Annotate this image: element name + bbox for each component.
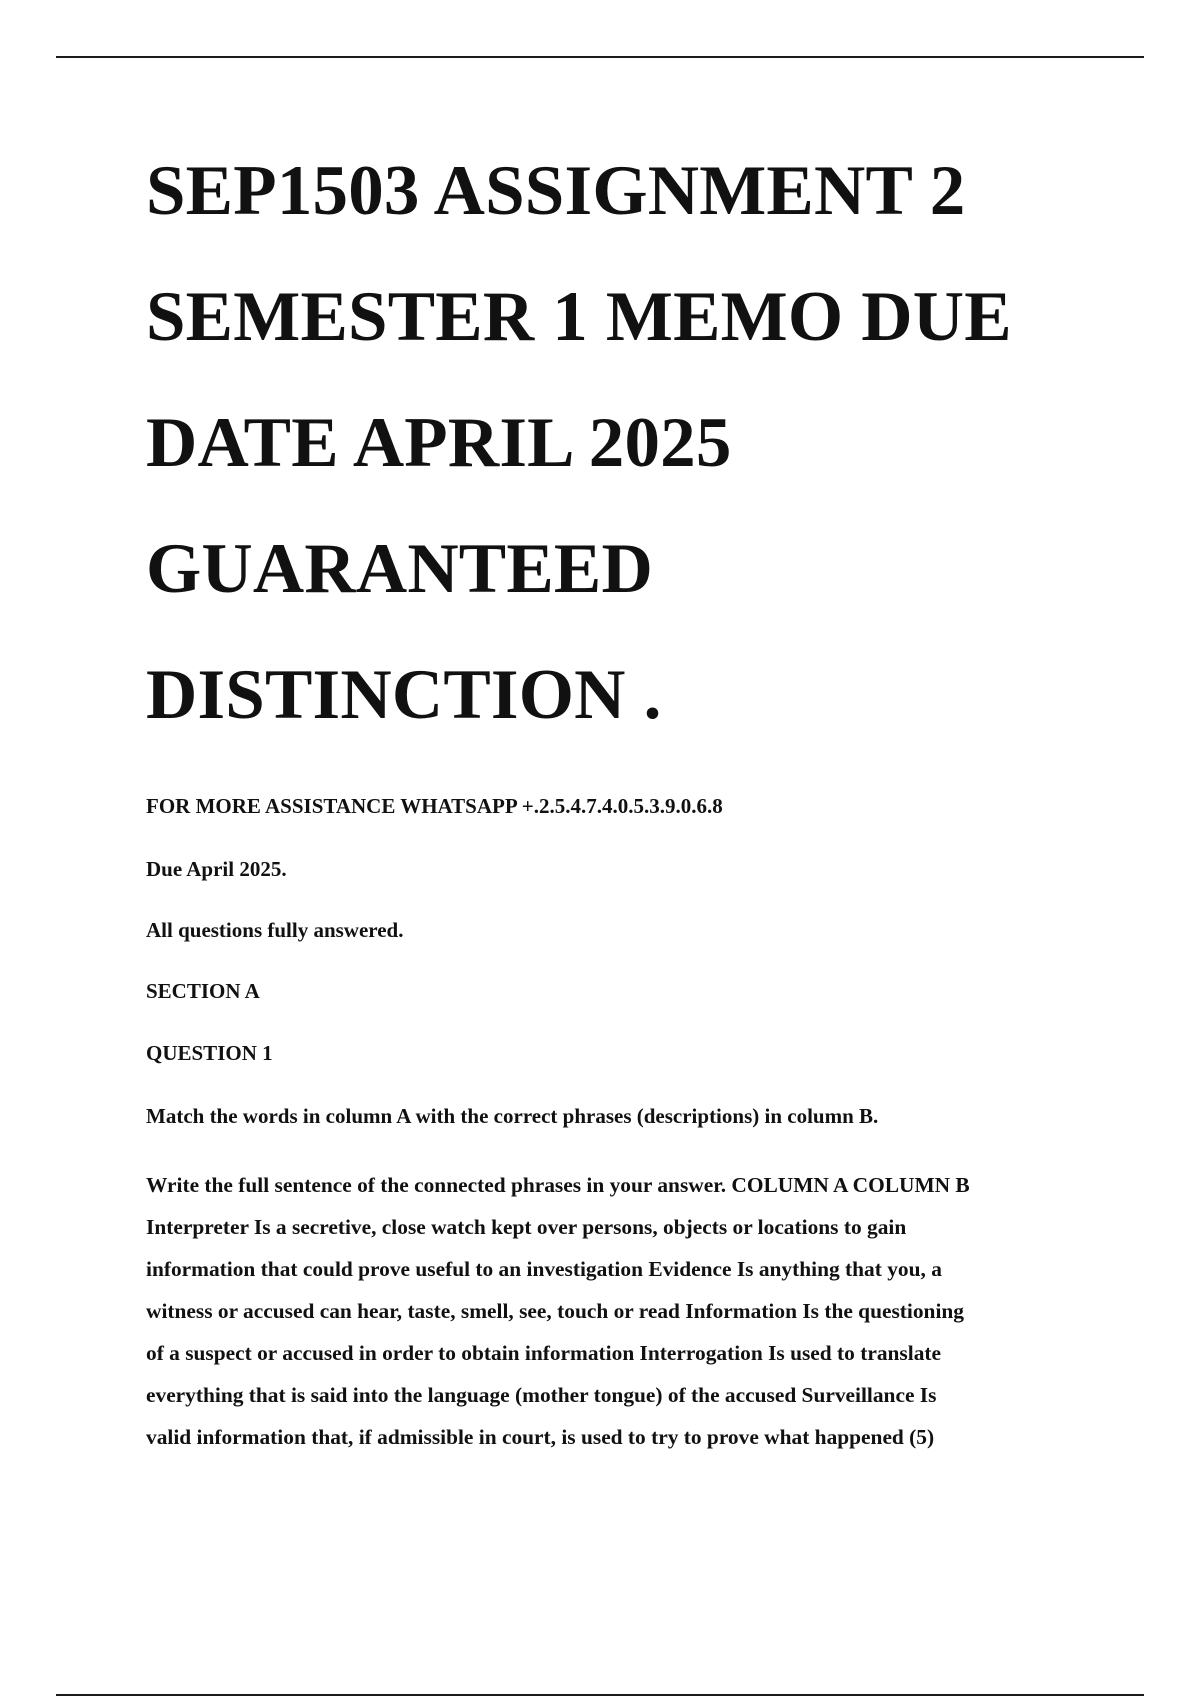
assistance-contact: FOR MORE ASSISTANCE WHATSAPP +.2.5.4.7.4.0.5.3.9.0.6.8 xyxy=(146,794,723,818)
due-date: Due April 2025. xyxy=(146,857,287,881)
question-body-line: witness or accused can hear, taste, smell, see, touch or read Information Is the questioning xyxy=(146,1299,964,1323)
question-body-line: Interpreter Is a secretive, close watch kept over persons, objects or locations to gain xyxy=(146,1215,907,1239)
document-title xyxy=(146,128,1106,758)
question-body-line: Write the full sentence of the connected phrases in your answer. COLUMN A COLUMN B xyxy=(146,1173,970,1197)
question-heading: QUESTION 1 xyxy=(146,1041,273,1065)
title-line: SEMESTER 1 MEMO DUE xyxy=(146,278,1012,356)
answered-note: All questions fully answered. xyxy=(146,918,404,942)
question-body-line: information that could prove useful to an investigation Evidence Is anything that you, a xyxy=(146,1257,942,1281)
question-body-line: valid information that, if admissible in court, is used to try to prove what happened (5) xyxy=(146,1425,935,1449)
question-body-line: everything that is said into the language (mother tongue) of the accused Surveillance Is xyxy=(146,1383,937,1407)
question-instruction: Match the words in column A with the correct phrases (descriptions) in column B. xyxy=(146,1104,879,1128)
title-line: DISTINCTION . xyxy=(146,656,662,734)
section-heading: SECTION A xyxy=(146,979,260,1003)
title-line: DATE APRIL 2025 xyxy=(146,404,732,482)
question-body xyxy=(146,1164,1091,1458)
title-line: GUARANTEED xyxy=(146,530,653,608)
top-rule xyxy=(56,56,1144,58)
question-body-line: of a suspect or accused in order to obtain information Interrogation Is used to translate xyxy=(146,1341,942,1365)
title-line: SEP1503 ASSIGNMENT 2 xyxy=(146,152,966,230)
bottom-rule xyxy=(56,1694,1144,1696)
